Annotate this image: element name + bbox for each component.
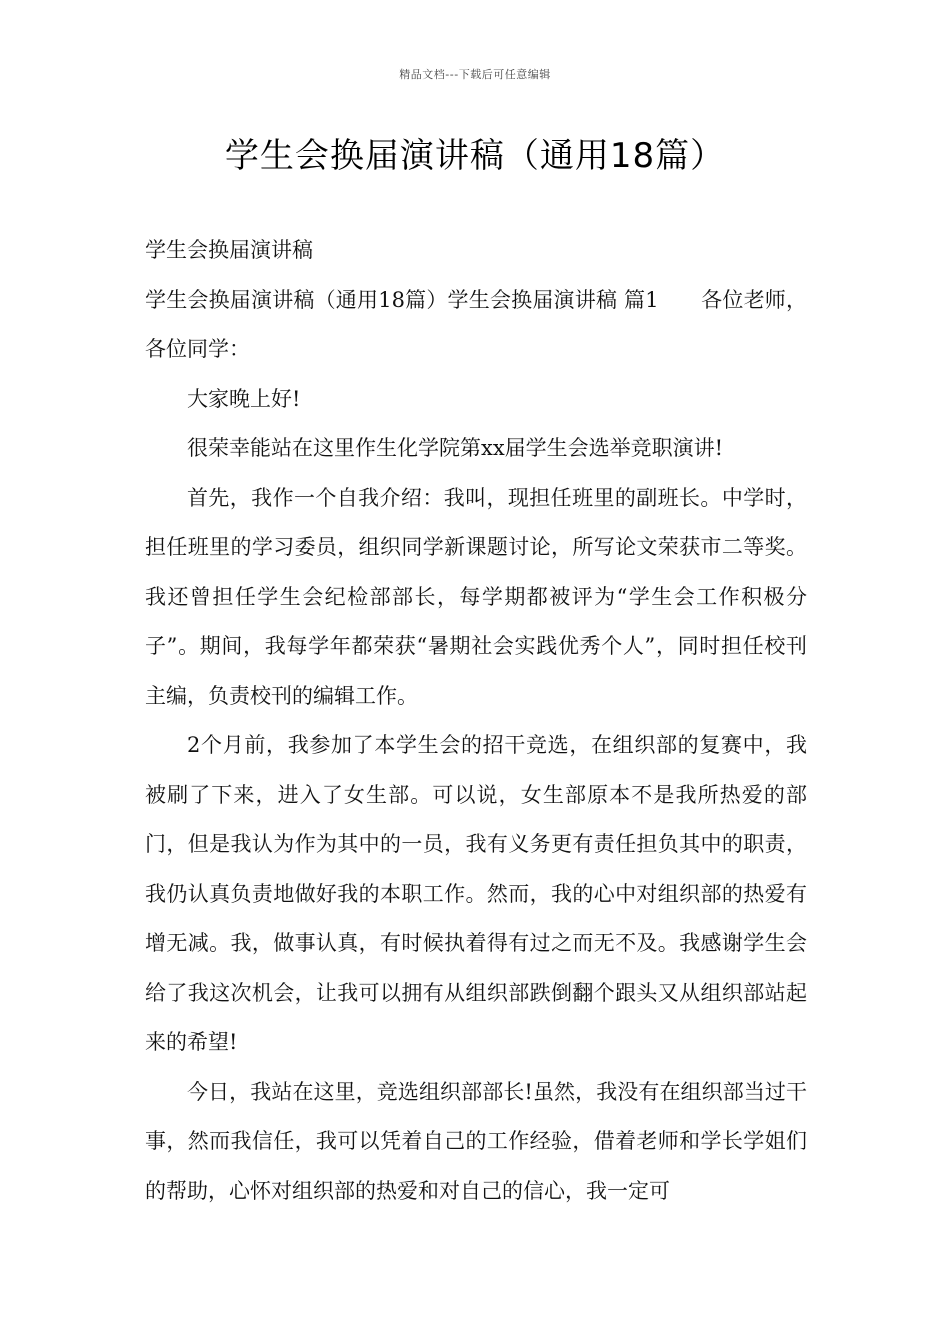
body-paragraph: 2个月前，我参加了本学生会的招干竞选，在组织部的复赛中，我被刷了下来，进入了女生部。可以说，女生部原本不是我所热爱的部门，但是我认为作为其中的一员，我有义务更有责任担负其中的职责，我仍认真负责地做好我的本职工作。然而，我的心中对组织部的热爱有增无减。我，做事认真，有时候执着得有过之而无不及。我感谢学生会给了我这次机会，让我可以拥有从组织部跌倒翻个跟头又从组织部站起来的希望! xyxy=(145,733,807,1054)
document-title: 学生会换届演讲稿（通用18篇） xyxy=(224,136,726,176)
body-paragraph: 很荣幸能站在这里作生化学院第xx届学生会选举竞职演讲! xyxy=(187,436,724,460)
body-paragraph: 首先，我作一个自我介绍：我叫，现担任班里的副班长。中学时，担任班里的学习委员，组织同学新课题讨论，所写论文荣获市二等奖。我还曾担任学生会纪检部部长，每学期都被评为“学生会工作积极分子”。期间，我每学年都荣获“暑期社会实践优秀个人”，同时担任校刊主编，负责校刊的编辑工作。 xyxy=(145,485,807,708)
body-paragraph: 学生会换届演讲稿（通用18篇）学生会换届演讲稿 篇1 各位老师，各位同学： xyxy=(145,287,807,361)
body-paragraph: 学生会换届演讲稿 xyxy=(145,238,313,262)
document-body xyxy=(145,226,807,1216)
body-paragraph: 大家晚上好! xyxy=(187,386,301,411)
page-header-note: 精品文档---下载后可任意编辑 xyxy=(399,68,551,81)
body-paragraph: 今日，我站在这里，竞选组织部部长!虽然，我没有在组织部当过干事，然而我信任，我可以凭着自己的工作经验，借着老师和学长学姐们的帮助，心怀对组织部的热爱和对自己的信心，我一定可 xyxy=(145,1079,807,1203)
